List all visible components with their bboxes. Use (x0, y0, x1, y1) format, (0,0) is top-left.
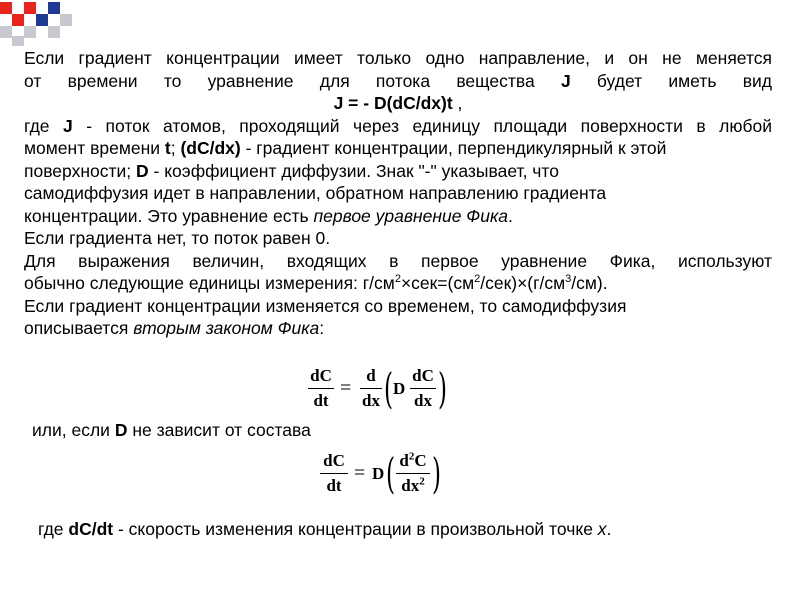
p4-line2: обычно следующие единицы измерения: $г/см^2\times сек=(см^2/сек)\times(г/см^3/см)$. (24, 273, 608, 293)
footer-line: где dC/dt - скорость изменения концентрации в произвольной точке x. (38, 519, 612, 539)
derivative-operator: d dx (360, 366, 382, 411)
equals-sign: = (340, 377, 352, 399)
p5-line1: Если градиент концентрации изменяется со временем, то самодиффузия (24, 295, 627, 316)
p1-line1: Если градиент концентрации имеет только одно направление, и он не меняется (24, 48, 772, 68)
p2-line4: самодиффузия идет в направлении, обратном направлению градиента (24, 183, 607, 203)
main-text (24, 47, 772, 340)
right-paren-2: ) (432, 449, 442, 498)
equals-sign-2: = (354, 462, 366, 484)
p1-line2: от времени то уравнение для потока вещества J будет иметь вид (24, 70, 772, 91)
p4-line1: Для выражения величин, входящих в первое уравнение Фика, используют (24, 250, 772, 271)
p3-line: Если градиента нет, то поток равен 0. (24, 228, 331, 248)
p2-line1: где J - поток атомов, проходящий через единицу площади поверхности в любой (24, 115, 772, 136)
equation-line: J = - D(dC/dx)t , (333, 93, 463, 113)
p5-line2: описывается вторым законом Фика: (24, 318, 325, 338)
left-paren: ( (384, 364, 394, 413)
p2-line3: поверхности; D - коэффициент диффузии. Знак "-" указывает, что (24, 160, 559, 181)
condition-line: или, если D не зависит от состава (32, 420, 311, 440)
inner-fraction: dC dx (410, 366, 436, 411)
second-derivative-fraction: $d^2C$ $dx^2$ (396, 451, 430, 496)
p2-line5: концентрации. Это уравнение есть первое уравнение Фика. (24, 205, 513, 226)
right-paren: ) (438, 364, 448, 413)
left-paren-2: ( (386, 449, 396, 498)
second-fick-law-constant-d (316, 451, 456, 503)
lhs-fraction-2: dC dt (320, 451, 348, 496)
second-fick-law-formula (300, 366, 460, 418)
diffusion-coefficient-2: D (372, 464, 385, 483)
lhs-fraction: dC dt (308, 366, 334, 411)
p2-line2: момент времени t; (dC/dx) - градиент концентрации, перпендикулярный к этой (24, 138, 667, 158)
diffusion-coefficient: D (393, 379, 406, 398)
first-fick-equation: J = - D(dC/dx)t (333, 93, 453, 113)
corner-decoration (0, 0, 800, 48)
